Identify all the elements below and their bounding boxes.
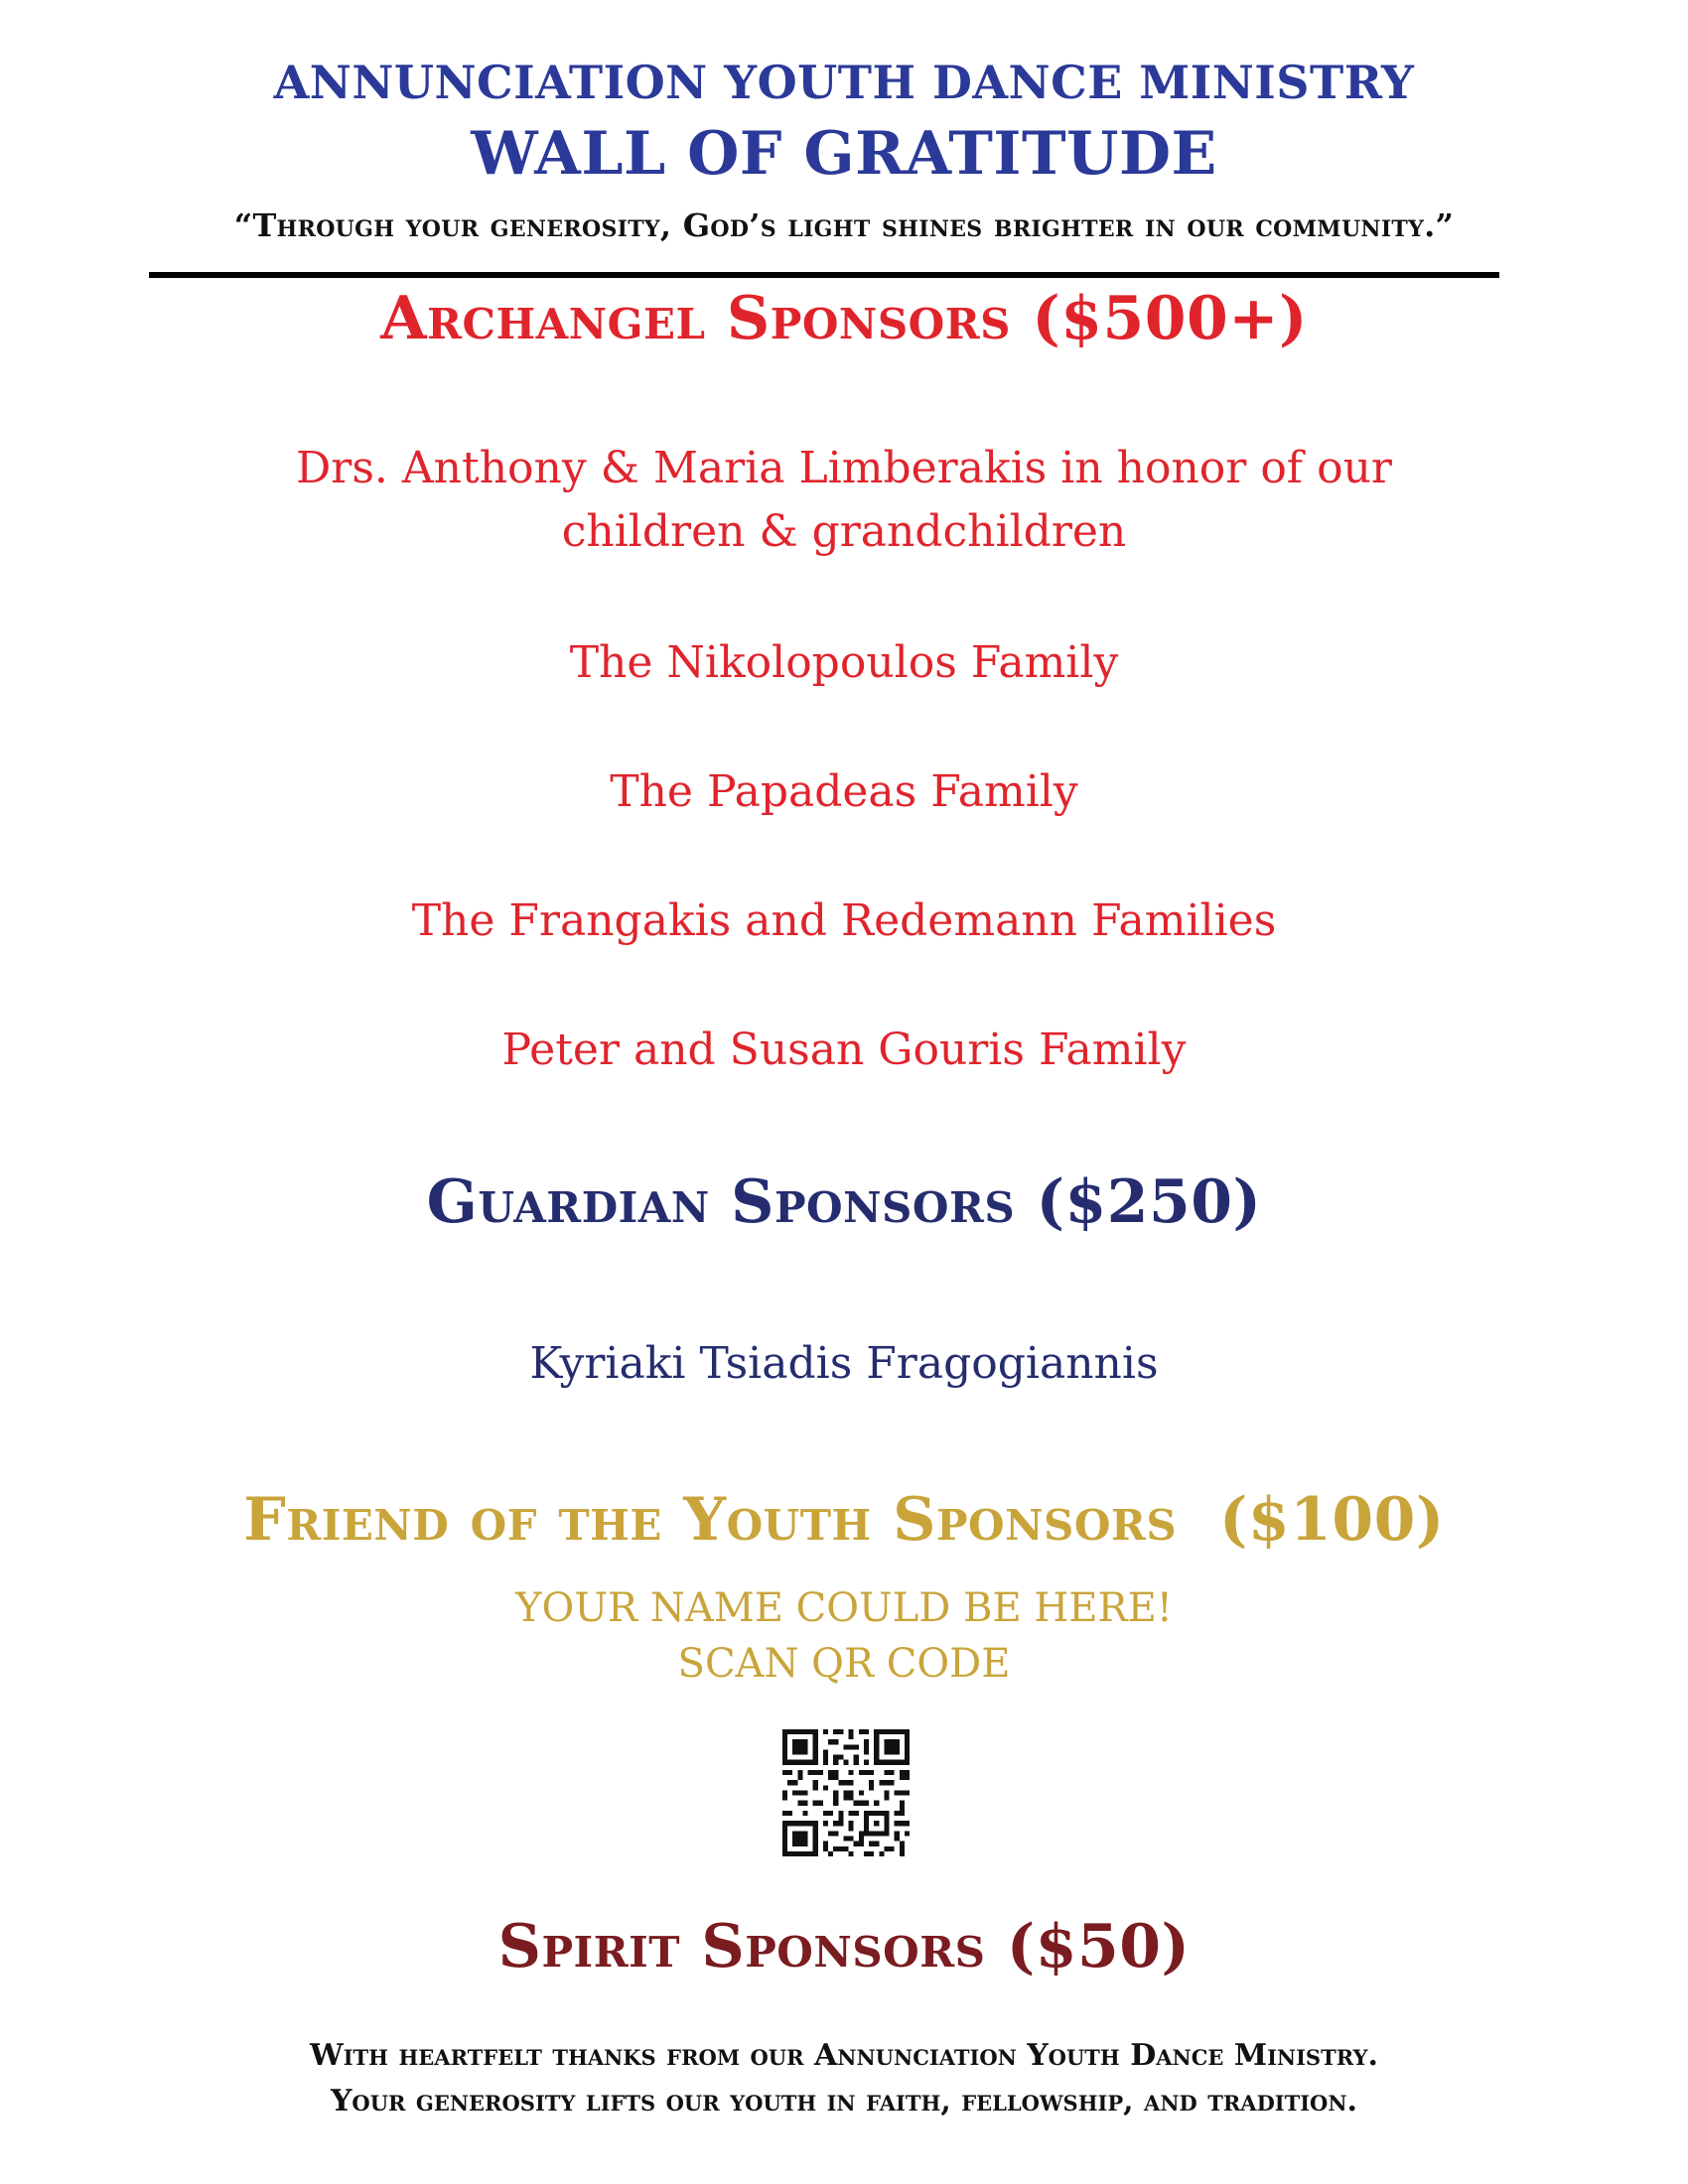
sponsor-frangakis-redemann: The Frangakis and Redemann Families <box>411 895 1277 946</box>
sponsor-line: children & grandchildren <box>561 506 1127 557</box>
sponsor-nikolopoulos: The Nikolopoulos Family <box>569 637 1119 688</box>
archangel-tier-title: Archangel Sponsors ($500+) <box>380 284 1308 353</box>
header-quote: “Through your generosity, God’s light shines brighter in our community.” <box>233 206 1455 244</box>
sponsor-papadeas: The Papadeas Family <box>610 766 1078 817</box>
footer-thanks: With heartfelt thanks from our Annunciation Youth Dance Ministry. <box>310 2038 1378 2073</box>
sponsor-gouris: Peter and Susan Gouris Family <box>501 1024 1187 1075</box>
wall-title: WALL OF GRATITUDE <box>471 119 1217 189</box>
spirit-tier-title: Spirit Sponsors ($50) <box>497 1912 1191 1981</box>
sponsor-limberakis <box>0 437 1688 564</box>
footer-generosity: Your generosity lifts our youth in faith, fellowship, and tradition. <box>331 2084 1357 2118</box>
sponsor-line: Drs. Anthony & Maria Limberakis in honor of our <box>296 443 1392 493</box>
scan-qr-callout: SCAN QR CODE <box>677 1641 1011 1687</box>
friend-tier-title: Friend of the Youth Sponsors ($100) <box>243 1485 1445 1555</box>
guardian-tier-title: Guardian Sponsors ($250) <box>426 1167 1262 1237</box>
header-divider <box>149 272 1499 278</box>
name-here-callout: YOUR NAME COULD BE HERE! <box>515 1585 1173 1631</box>
sponsor-fragogiannis: Kyriaki Tsiadis Fragogiannis <box>529 1338 1159 1389</box>
qr-code-icon[interactable] <box>782 1729 910 1856</box>
ministry-heading: ANNUNCIATION YOUTH DANCE MINISTRY <box>273 56 1415 109</box>
